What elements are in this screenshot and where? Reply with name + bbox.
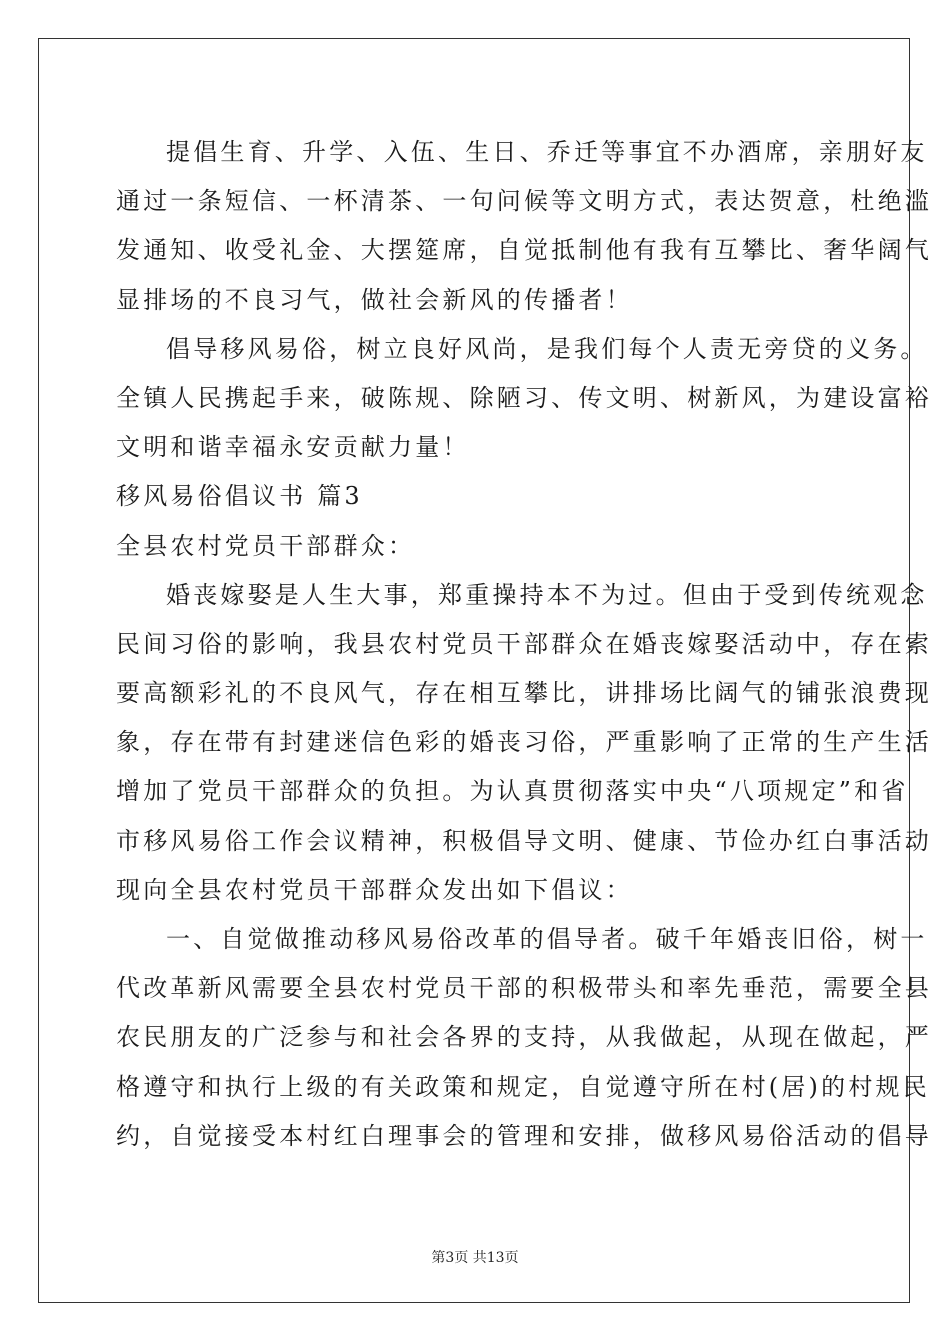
salutation: 全县农村党员干部群众： (116, 531, 416, 560)
paragraph-line: 现向全县农村党员干部群众发出如下倡议： (116, 875, 633, 904)
page-number-footer: 第3页 共13页 (431, 1250, 519, 1266)
paragraph-line: 婚丧嫁娶是人生大事，郑重操持本不为过。但由于受到传统观念 (166, 580, 928, 609)
paragraph-line: 发通知、收受礼金、大摆筵席，自觉抵制他有我有互攀比、奢华阔气 (116, 236, 932, 265)
paragraph-line: 民间习俗的影响，我县农村党员干部群众在婚丧嫁娶活动中，存在索 (116, 629, 932, 658)
paragraph-line: 提倡生育、升学、入伍、生日、乔迁等事宜不办酒席，亲朋好友 (166, 138, 928, 166)
paragraph-line: 农民朋友的广泛参与和社会各界的支持，从我做起，从现在做起，严 (116, 1023, 932, 1052)
paragraph-line: 显排场的不良习气，做社会新风的传播者！ (116, 285, 633, 314)
paragraph-line: 代改革新风需要全县农村党员干部的积极带头和率先垂范，需要全县 (116, 974, 932, 1003)
section-heading: 移风易俗倡议书 篇3 (116, 482, 363, 511)
paragraph-line: 全镇人民携起手来，破陈规、除陋习、传文明、树新风，为建设富裕 (116, 383, 932, 412)
paragraph-line: 要高额彩礼的不良风气，存在相互攀比，讲排场比阔气的铺张浪费现 (116, 679, 932, 708)
paragraph-line: 增加了党员干部群众的负担。为认真贯彻落实中央“八项规定”和省 (116, 777, 909, 806)
paragraph-line: 象，存在带有封建迷信色彩的婚丧习俗，严重影响了正常的生产生活 (116, 728, 932, 757)
paragraph-line: 倡导移风易俗，树立良好风尚，是我们每个人责无旁贷的义务。 (166, 334, 928, 363)
paragraph-line: 文明和谐幸福永安贡献力量！ (116, 433, 470, 462)
document-body (116, 128, 932, 1161)
paragraph-line: 格遵守和执行上级的有关政策和规定，自觉遵守所在村(居)的村规民 (116, 1072, 930, 1101)
paragraph-line: 市移风易俗工作会议精神，积极倡导文明、健康、节俭办红白事活动 (116, 826, 932, 855)
paragraph-line: 通过一条短信、一杯清茶、一句问候等文明方式，表达贺意，杜绝滥 (116, 187, 932, 216)
paragraph-line: 约，自觉接受本村红白理事会的管理和安排，做移风易俗活动的倡导 (116, 1121, 932, 1150)
paragraph-line: 一、自觉做推动移风易俗改革的倡导者。破千年婚丧旧俗，树一 (166, 925, 928, 953)
